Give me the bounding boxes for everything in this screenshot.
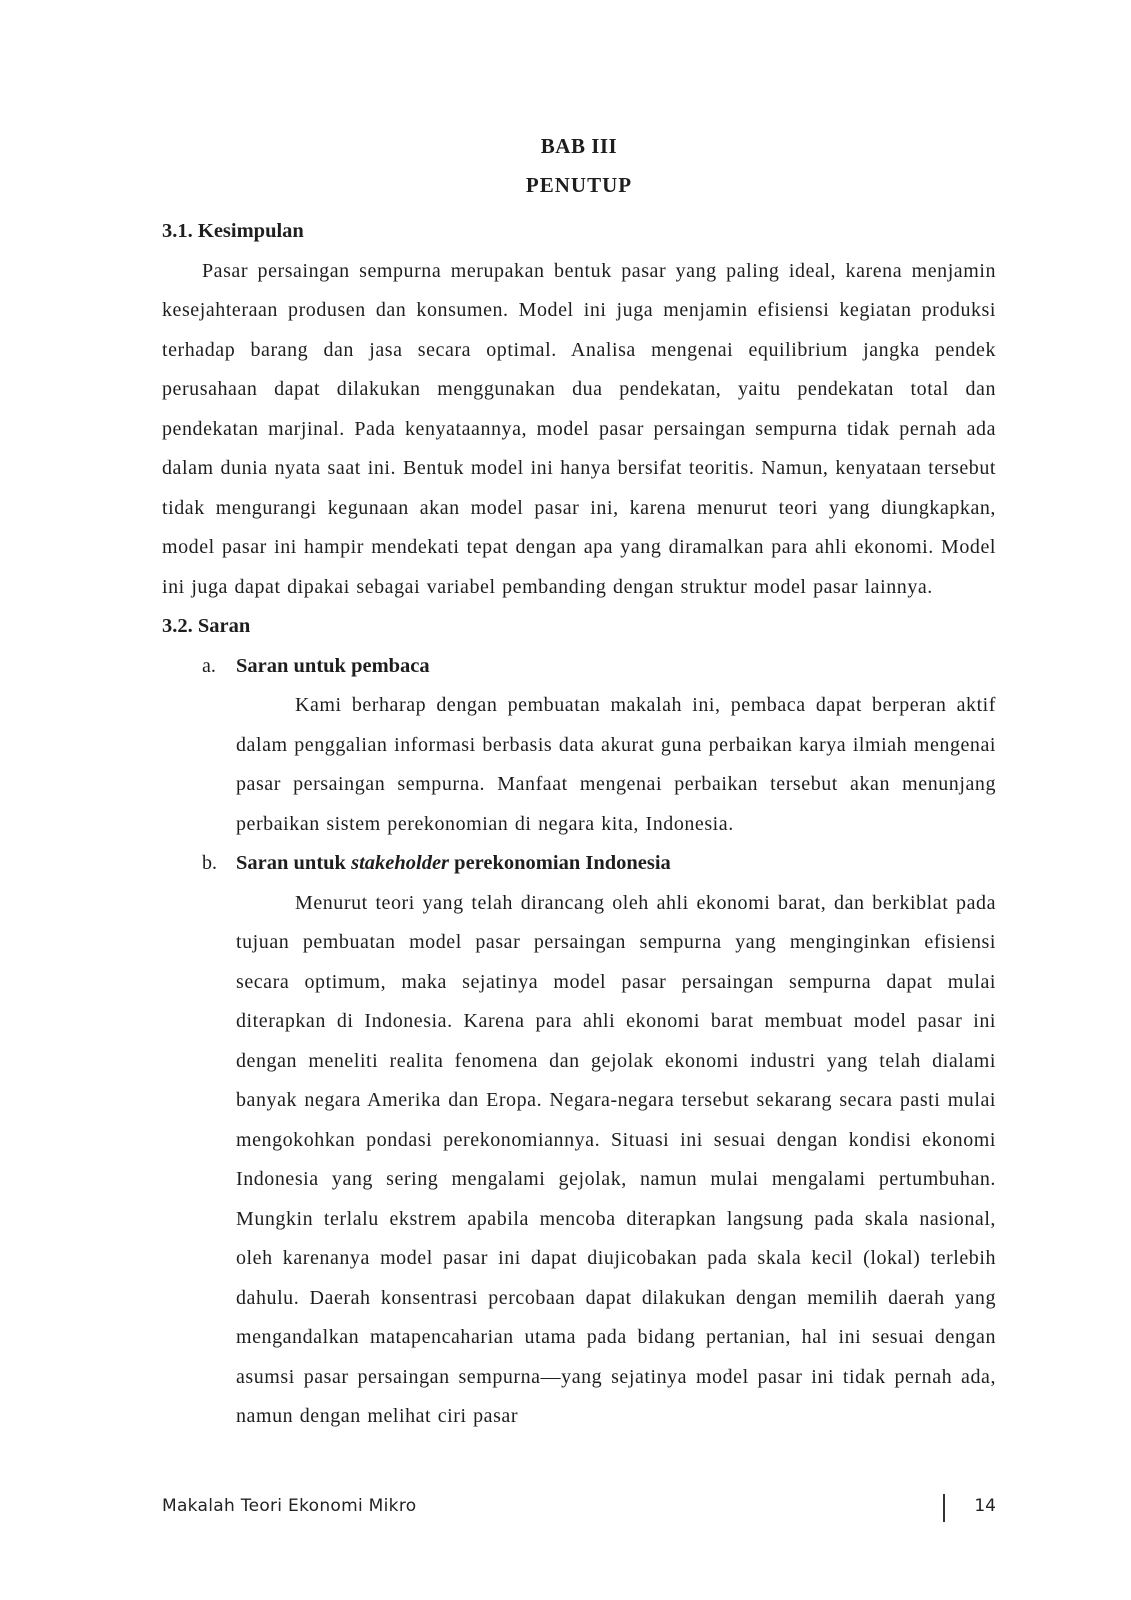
- section-heading-kesimpulan: 3.1. Kesimpulan: [162, 220, 304, 242]
- list-marker-b: b.: [202, 852, 217, 874]
- subsection-heading-stakeholder: [236, 852, 671, 874]
- footer-divider: [943, 1494, 945, 1522]
- paragraph-saran-stakeholder: Menurut teori yang telah dirancang oleh ahli ekonomi barat, dan berkiblat pada tujuan pembuatan model pasar persaingan sempurna yang menginginkan efisiensi secara optimum, maka sejatinya model pasar persaingan sempurna dapat mulai diterapkan di Indonesia. Karena para ahli ekonomi barat membuat model pasar ini dengan meneliti realita fenomena dan gejolak ekonomi industri yang telah dialami banyak negara Amerika dan Eropa. Negara-negara tersebut sekarang secara pasti mulai mengokohkan pondasi perekonomiannya. Situasi ini sesuai dengan kondisi ekonomi Indonesia yang sering mengalami gejolak, namun mulai mengalami pertumbuhan. Mungkin terlalu ekstrem apabila mencoba diterapkan langsung pada skala nasional, oleh karenanya model pasar ini dapat diujicobakan pada skala kecil (lokal) terlebih dahulu. Daerah konsentrasi percobaan dapat dilakukan dengan memilih daerah yang mengandalkan matapencaharian utama pada bidang pertanian, hal ini sesuai dengan asumsi pasar persaingan sempurna—yang sejatinya model pasar ini tidak pernah ada, namun dengan melihat ciri pasar: [236, 891, 996, 1427]
- paragraph-kesimpulan: Pasar persaingan sempurna merupakan bentuk pasar yang paling ideal, karena menjamin kesejahteraan produsen dan konsumen. Model ini juga menjamin efisiensi kegiatan produksi terhadap barang dan jasa secara optimal. Analisa mengenai equilibrium jangka pendek perusahaan dapat dilakukan menggunakan dua pendekatan, yaitu pendekatan total dan pendekatan marjinal. Pada kenyataannya, model pasar persaingan sempurna tidak pernah ada dalam dunia nyata saat ini. Bentuk model ini hanya bersifat teoritis. Namun, kenyataan tersebut tidak mengurangi kegunaan akan model pasar ini, karena menurut teori yang diungkapkan, model pasar ini hampir mendekati tepat dengan apa yang diramalkan para ahli ekonomi. Model ini juga dapat dipakai sebagai variabel pembanding dengan struktur model pasar lainnya.: [162, 259, 996, 598]
- section-heading-saran: 3.2. Saran: [162, 615, 251, 637]
- footer-title: Makalah Teori Ekonomi Mikro: [162, 1496, 417, 1516]
- document-page: [162, 0, 996, 1600]
- subsection-a: [162, 647, 996, 687]
- page-number: 14: [974, 1496, 996, 1516]
- paragraph-saran-pembaca: Kami berharap dengan pembuatan makalah ini, pembaca dapat berperan aktif dalam penggalian informasi berbasis data akurat guna perbaikan karya ilmiah mengenai pasar persaingan sempurna. Manfaat mengenai perbaikan tersebut akan menunjang perbaikan sistem perekonomian di negara kita, Indonesia.: [236, 694, 996, 835]
- chapter-number: BAB III: [540, 134, 618, 158]
- document-body: [162, 212, 996, 1437]
- subsection-heading-prefix: Saran untuk: [236, 852, 352, 874]
- subsection-heading-pembaca: Saran untuk pembaca: [236, 654, 430, 677]
- subsection-heading-italic: stakeholder: [351, 852, 450, 874]
- subsection-b: [162, 844, 996, 884]
- chapter-title: PENUTUP: [525, 173, 633, 197]
- subsection-heading-suffix: perekonomian Indonesia: [449, 852, 671, 874]
- list-marker-a: a.: [202, 654, 216, 677]
- page-footer: [162, 1494, 996, 1522]
